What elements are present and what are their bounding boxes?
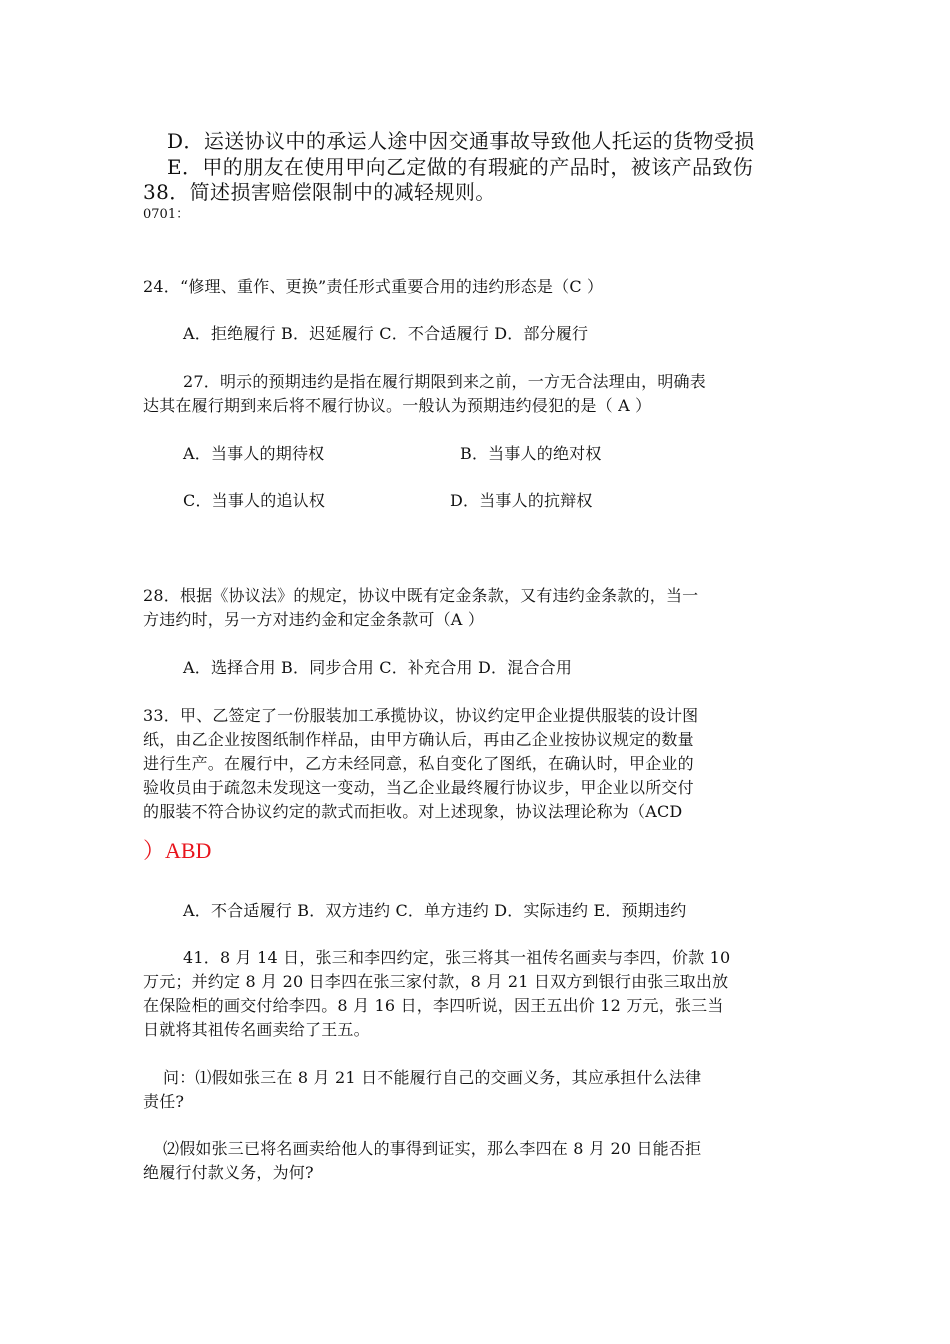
- question-28-line2: 方违约时，另一方对违约金和定金条款可（A ）: [143, 610, 485, 629]
- question-28-options: A．选择合用 B．同步合用 C．补充合用 D．混合合用: [183, 658, 573, 677]
- option-d-text: D．运送协议中的承运人途中因交通事故导致他人托运的货物受损: [167, 129, 755, 153]
- question-24-options: A．拒绝履行 B．迟延履行 C．不合适履行 D．部分履行: [183, 324, 589, 343]
- question-41-ask1-line1: 问：⑴假如张三在 8 月 21 日不能履行自己的交画义务，其应承担什么法律: [163, 1068, 702, 1087]
- question-27-line1: 27．明示的预期违约是指在履行期限到来之前，一方无合法理由，明确表: [183, 372, 706, 391]
- question-41-line3: 在保险柜的画交付给李四。8 月 16 日，李四听说，因王五出价 12 万元，张三当: [143, 996, 724, 1015]
- question-27-line2: 达其在履行期到来后将不履行协议。一般认为预期违约侵犯的是（ A ）: [143, 396, 652, 415]
- question-41-ask1-line2: 责任?: [143, 1092, 185, 1111]
- question-38: 38．简述损害赔偿限制中的减轻规则。: [143, 180, 496, 204]
- option-e-text: E．甲的朋友在使用甲向乙定做的有瑕疵的产品时，被该产品致伤: [167, 155, 754, 179]
- question-27-option-a: A．当事人的期待权: [183, 444, 325, 463]
- question-33-red-answer: ）ABD: [143, 838, 212, 863]
- question-24: 24．“修理、重作、更换”责任形式重要合用的违约形态是（C ）: [143, 277, 604, 296]
- question-33-line2: 纸，由乙企业按图纸制作样品，由甲方确认后，再由乙企业按协议规定的数量: [143, 730, 694, 749]
- question-27-option-d: D．当事人的抗辩权: [450, 491, 593, 510]
- section-code: 0701：: [143, 207, 190, 222]
- question-41-line4: 日就将其祖传名画卖给了王五。: [143, 1020, 370, 1039]
- question-41-ask2-line1: ⑵假如张三已将名画卖给他人的事得到证实，那么李四在 8 月 20 日能否拒: [163, 1139, 702, 1158]
- question-27-option-b: B．当事人的绝对权: [460, 444, 602, 463]
- question-33-line3: 进行生产。在履行中，乙方未经同意，私自变化了图纸，在确认时，甲企业的: [143, 754, 694, 773]
- question-27-option-c: C．当事人的追认权: [183, 491, 326, 510]
- question-41-line1: 41．8 月 14 日，张三和李四约定，张三将其一祖传名画卖与李四，价款 10: [183, 948, 731, 967]
- question-33-line5: 的服装不符合协议约定的款式而拒收。对上述现象，协议法理论称为（ACD: [143, 802, 683, 821]
- question-33-options: A．不合适履行 B．双方违约 C．单方违约 D．实际违约 E．预期违约: [183, 901, 687, 920]
- question-41-line2: 万元；并约定 8 月 20 日李四在张三家付款，8 月 21 日双方到银行由张三取出放: [143, 972, 729, 991]
- question-33-line4: 验收员由于疏忽未发现这一变动，当乙企业最终履行协议步，甲企业以所交付: [143, 778, 694, 797]
- question-28-line1: 28．根据《协议法》的规定，协议中既有定金条款，又有违约金条款的，当一: [143, 586, 699, 605]
- question-41-ask2-line2: 绝履行付款义务，为何?: [143, 1163, 314, 1182]
- question-33-line1: 33．甲、乙签定了一份服装加工承揽协议，协议约定甲企业提供服装的设计图: [143, 706, 699, 725]
